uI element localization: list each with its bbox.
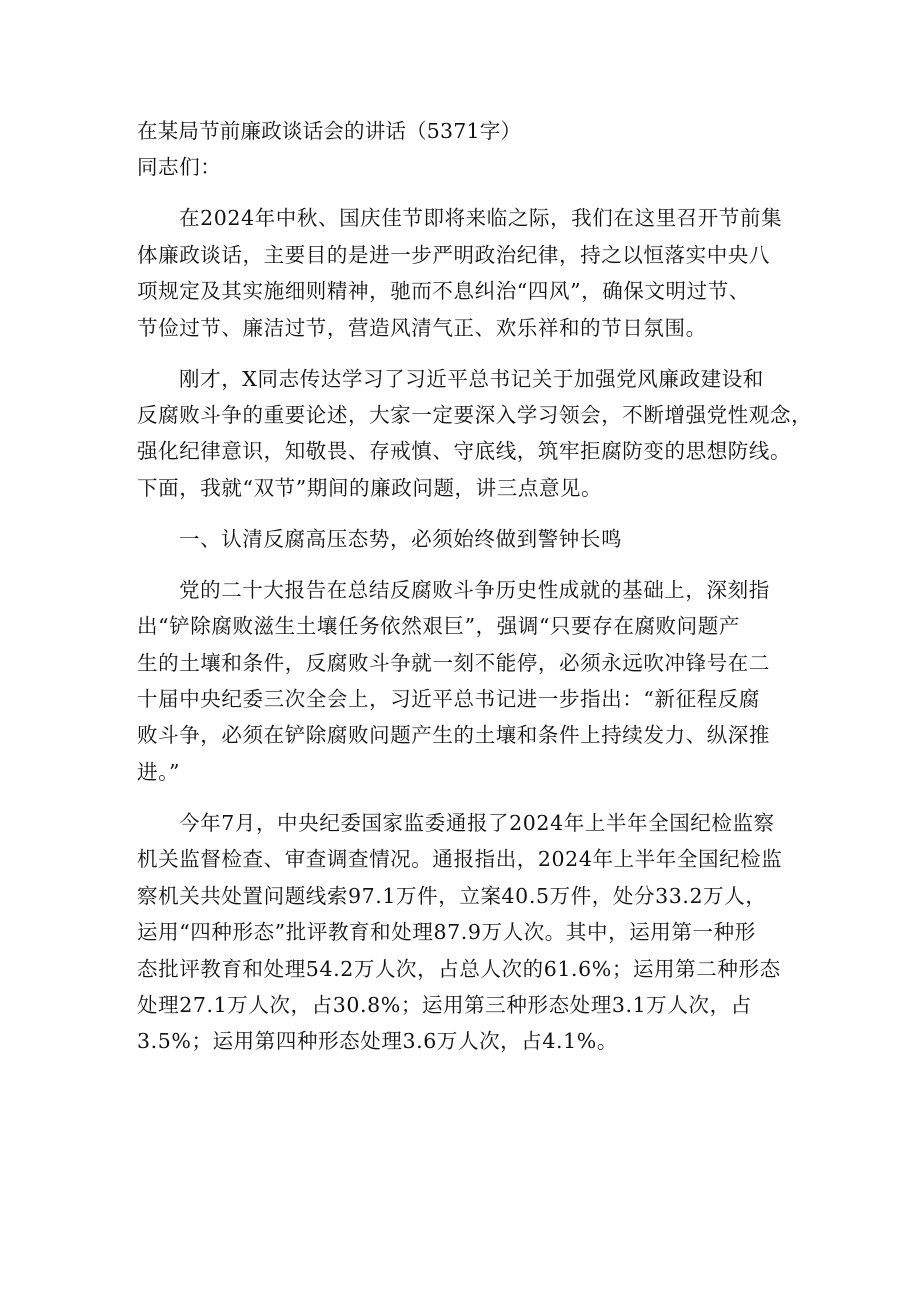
paragraph-line: 今年7月，中央纪委国家监委通报了2024年上半年全国纪检监察	[179, 810, 775, 835]
paragraph-line: 反腐败斗争的重要论述，大家一定要深入学习领会，不断增强党性观念，	[137, 403, 813, 428]
paragraph-line: 出“铲除腐败滋生土壤任务依然艰巨”，强调“只要存在腐败问题产	[137, 614, 740, 639]
paragraph-line: 党的二十大报告在总结反腐败斗争历史性成就的基础上，深刻指	[179, 577, 770, 602]
paragraph-line: 刚才，X同志传达学习了习近平总书记关于加强党风廉政建设和	[179, 366, 764, 391]
paragraph-study	[137, 361, 813, 507]
section-heading: 一、认清反腐高压态势，必须始终做到警钟长鸣	[179, 526, 623, 551]
paragraph-line: 处理27.1万人次，占30.8%；运用第三种形态处理3.1万人次，占	[137, 992, 752, 1017]
paragraph-line: 生的土壤和条件，反腐败斗争就一刻不能停，必须永远吹冲锋号在二	[137, 650, 770, 675]
paragraph-line: 态批评教育和处理54.2万人次，占总人次的61.6%；运用第二种形态	[137, 956, 781, 981]
paragraph-line: 3.5%；运用第四种形态处理3.6万人次，占4.1%。	[137, 1029, 618, 1054]
paragraph-line: 节俭过节、廉洁过节，营造风清气正、欢乐祥和的节日氛围。	[137, 315, 707, 340]
paragraph-line: 败斗争，必须在铲除腐败问题产生的土壤和条件上持续发力、纵深推	[137, 723, 770, 748]
document-title: 在某局节前廉政谈话会的讲话（5371字）	[137, 119, 522, 143]
section-heading-1	[137, 521, 802, 557]
paragraph-line: 机关监督检查、审查调查情况。通报指出，2024年上半年全国纪检监	[137, 847, 783, 872]
paragraph-line: 在2024年中秋、国庆佳节即将来临之际，我们在这里召开节前集	[179, 206, 783, 231]
paragraph-line: 下面，我就“双节”期间的廉政问题，讲三点意见。	[137, 475, 603, 500]
paragraph-report	[137, 572, 802, 790]
paragraph-line: 体廉政谈话，主要目的是进一步严明政治纪律，持之以恒落实中央八	[137, 242, 770, 267]
paragraph-line: 项规定及其实施细则精神，驰而不息纠治“四风”，确保文明过节、	[137, 279, 750, 304]
paragraph-statistics	[137, 805, 802, 1060]
document-body	[137, 113, 813, 1060]
paragraph-line: 强化纪律意识，知敬畏、存戒慎、守底线，筑牢拒腐防变的思想防线。	[137, 439, 792, 464]
paragraph-line: 进。”	[137, 759, 181, 784]
paragraph-line: 运用“四种形态”批评教育和处理87.9万人次。其中，运用第一种形	[137, 920, 756, 945]
paragraph-intro	[137, 200, 802, 346]
paragraph-line: 察机关共处置问题线索97.1万件，立案40.5万件，处分33.2万人，	[137, 883, 767, 908]
paragraph-line: 十届中央纪委三次全会上，习近平总书记进一步指出：“新征程反腐	[137, 687, 760, 712]
salutation: 同志们：	[137, 155, 222, 180]
